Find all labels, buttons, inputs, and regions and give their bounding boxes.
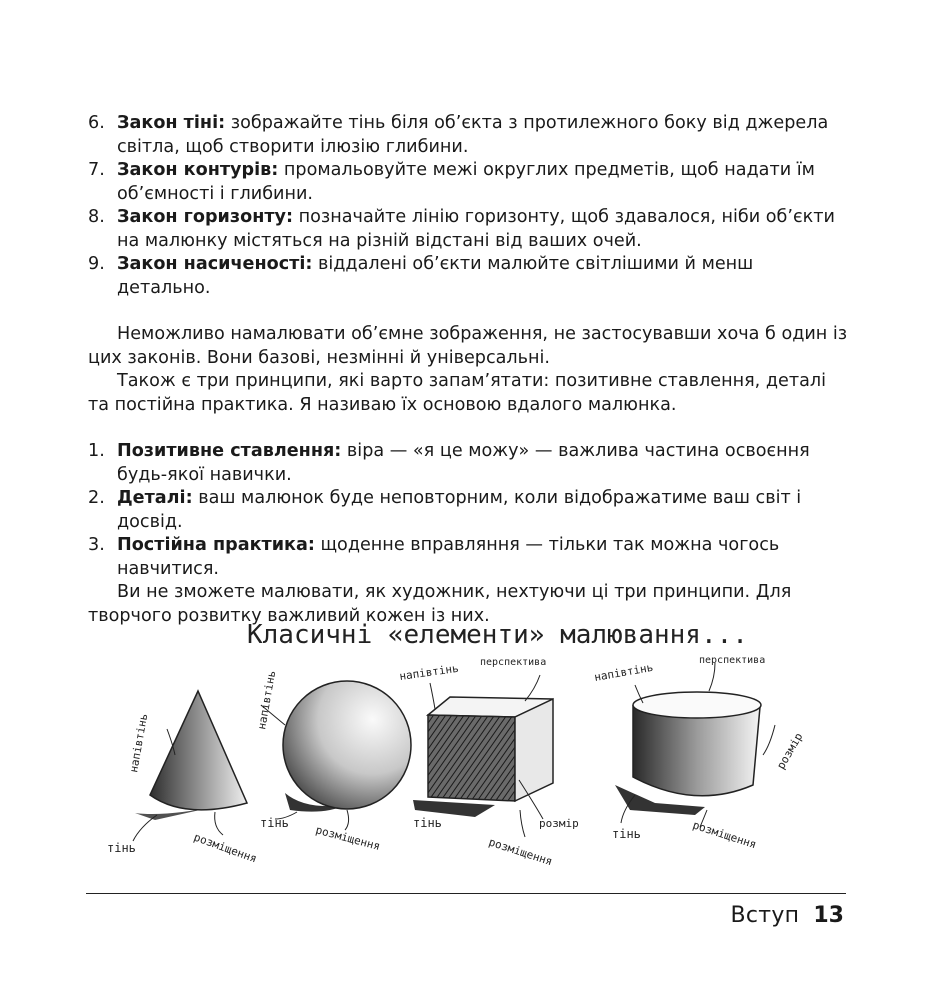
laws-list — [88, 112, 848, 300]
cylinder-top — [633, 692, 761, 718]
label-halftone: напівтінь — [593, 660, 655, 684]
list-item — [88, 440, 848, 487]
list-item-text: зображайте тінь біля об’єкта з протилежного боку від джерела світла, щоб створити ілюзію глибини. — [117, 113, 829, 157]
label-shadow: тінь — [413, 816, 442, 830]
list-item-title: Постійна практика: — [117, 535, 315, 555]
sphere-placement-arrow — [345, 810, 349, 830]
cylinder-perspective-arrow — [709, 663, 715, 691]
cylinder-drawing — [615, 663, 775, 827]
cube-perspective-arrow — [525, 675, 540, 701]
sphere-drawing — [261, 681, 411, 830]
list-number: 9. — [88, 254, 105, 274]
page-number: 13 — [813, 903, 844, 928]
page-footer — [730, 903, 844, 928]
cube-front — [428, 715, 515, 801]
cube-halftone-arrow — [430, 683, 435, 709]
label-shadow: тінь — [260, 816, 289, 830]
list-item-title: Закон насиченості: — [117, 254, 313, 274]
closing-paragraph: Ви не зможете малювати, як художник, нехтуючи ці три принципи. Для творчого розвитку важливий кожен із них. — [88, 582, 792, 626]
paragraph: Також є три принципи, які варто запам’ятати: позитивне ставлення, деталі та постійна практика. Я називаю їх основою вдалого малюнка. — [88, 371, 827, 415]
list-item — [88, 206, 848, 253]
list-item-text: щоденне вправляння — тільки так можна чогось навчитися. — [117, 535, 780, 579]
label-placement: розміщення — [314, 823, 382, 854]
label-size: розмір — [539, 817, 579, 830]
list-item — [88, 487, 848, 534]
sphere-body — [283, 681, 411, 809]
cone-body — [150, 691, 247, 810]
label-placement: розміщення — [691, 818, 759, 852]
list-item-title: Позитивне ставлення: — [117, 441, 342, 461]
list-item — [88, 534, 848, 581]
label-halftone: напівтінь — [127, 712, 151, 774]
body-text — [88, 112, 848, 628]
label-halftone: напівтінь — [255, 669, 279, 731]
label-perspective: перспектива — [699, 655, 766, 666]
list-number: 6. — [88, 113, 105, 133]
list-item-title: Закон горизонту: — [117, 207, 294, 227]
section-name: Вступ — [730, 903, 800, 928]
footer-rule — [86, 893, 846, 894]
list-item — [88, 112, 848, 159]
principles-list — [88, 440, 848, 581]
list-item-title: Закон тіні: — [117, 113, 226, 133]
list-item-text: віддалені об’єкти малюйте світлішими й менш детально. — [117, 254, 754, 298]
illustration-title: Класичні «елементи» малювання... — [247, 620, 748, 650]
list-item-text: віра — «я це можу» — важлива частина освоєння будь-якої навички. — [117, 441, 810, 485]
list-item-text: промальовуйте межі округлих предметів, щоб надати їм об’ємності і глибини. — [117, 160, 815, 204]
list-number: 8. — [88, 207, 105, 227]
label-shadow: тінь — [107, 841, 136, 855]
cube-shadow — [413, 800, 495, 817]
label-shadow: тінь — [612, 827, 641, 841]
list-item — [88, 253, 848, 300]
cube-side — [515, 699, 553, 801]
label-placement: розміщення — [191, 830, 259, 866]
cone-drawing — [133, 691, 247, 841]
list-item-text: ваш малюнок буде неповторним, коли відображатиме ваш світ і досвід. — [117, 488, 802, 532]
list-item-title: Деталі: — [117, 488, 193, 508]
cylinder-size-arrow — [763, 725, 775, 755]
list-item-text: позначайте лінію горизонту, щоб здавалося, ніби об’єкти на малюнку містяться на різній відстані від ваших очей. — [117, 207, 835, 251]
label-placement: розміщення — [487, 835, 555, 869]
list-number: 3. — [88, 535, 105, 555]
list-item-title: Закон контурів: — [117, 160, 279, 180]
illustration-svg — [95, 605, 845, 885]
list-number: 2. — [88, 488, 105, 508]
drawing-elements-illustration — [95, 605, 845, 885]
cone-placement-arrow — [215, 812, 223, 835]
list-number: 7. — [88, 160, 105, 180]
label-halftone: напівтінь — [398, 661, 460, 683]
cube-drawing — [413, 675, 553, 837]
label-size: розмір — [774, 730, 806, 772]
list-number: 1. — [88, 441, 105, 461]
cube-placement-arrow — [520, 810, 525, 837]
paragraph: Неможливо намалювати об’ємне зображення, не застосувавши хоча б один із цих законів. Вони базові, незмінні й універсальні. — [88, 324, 848, 368]
label-perspective: перспектива — [480, 657, 547, 668]
list-item — [88, 159, 848, 206]
